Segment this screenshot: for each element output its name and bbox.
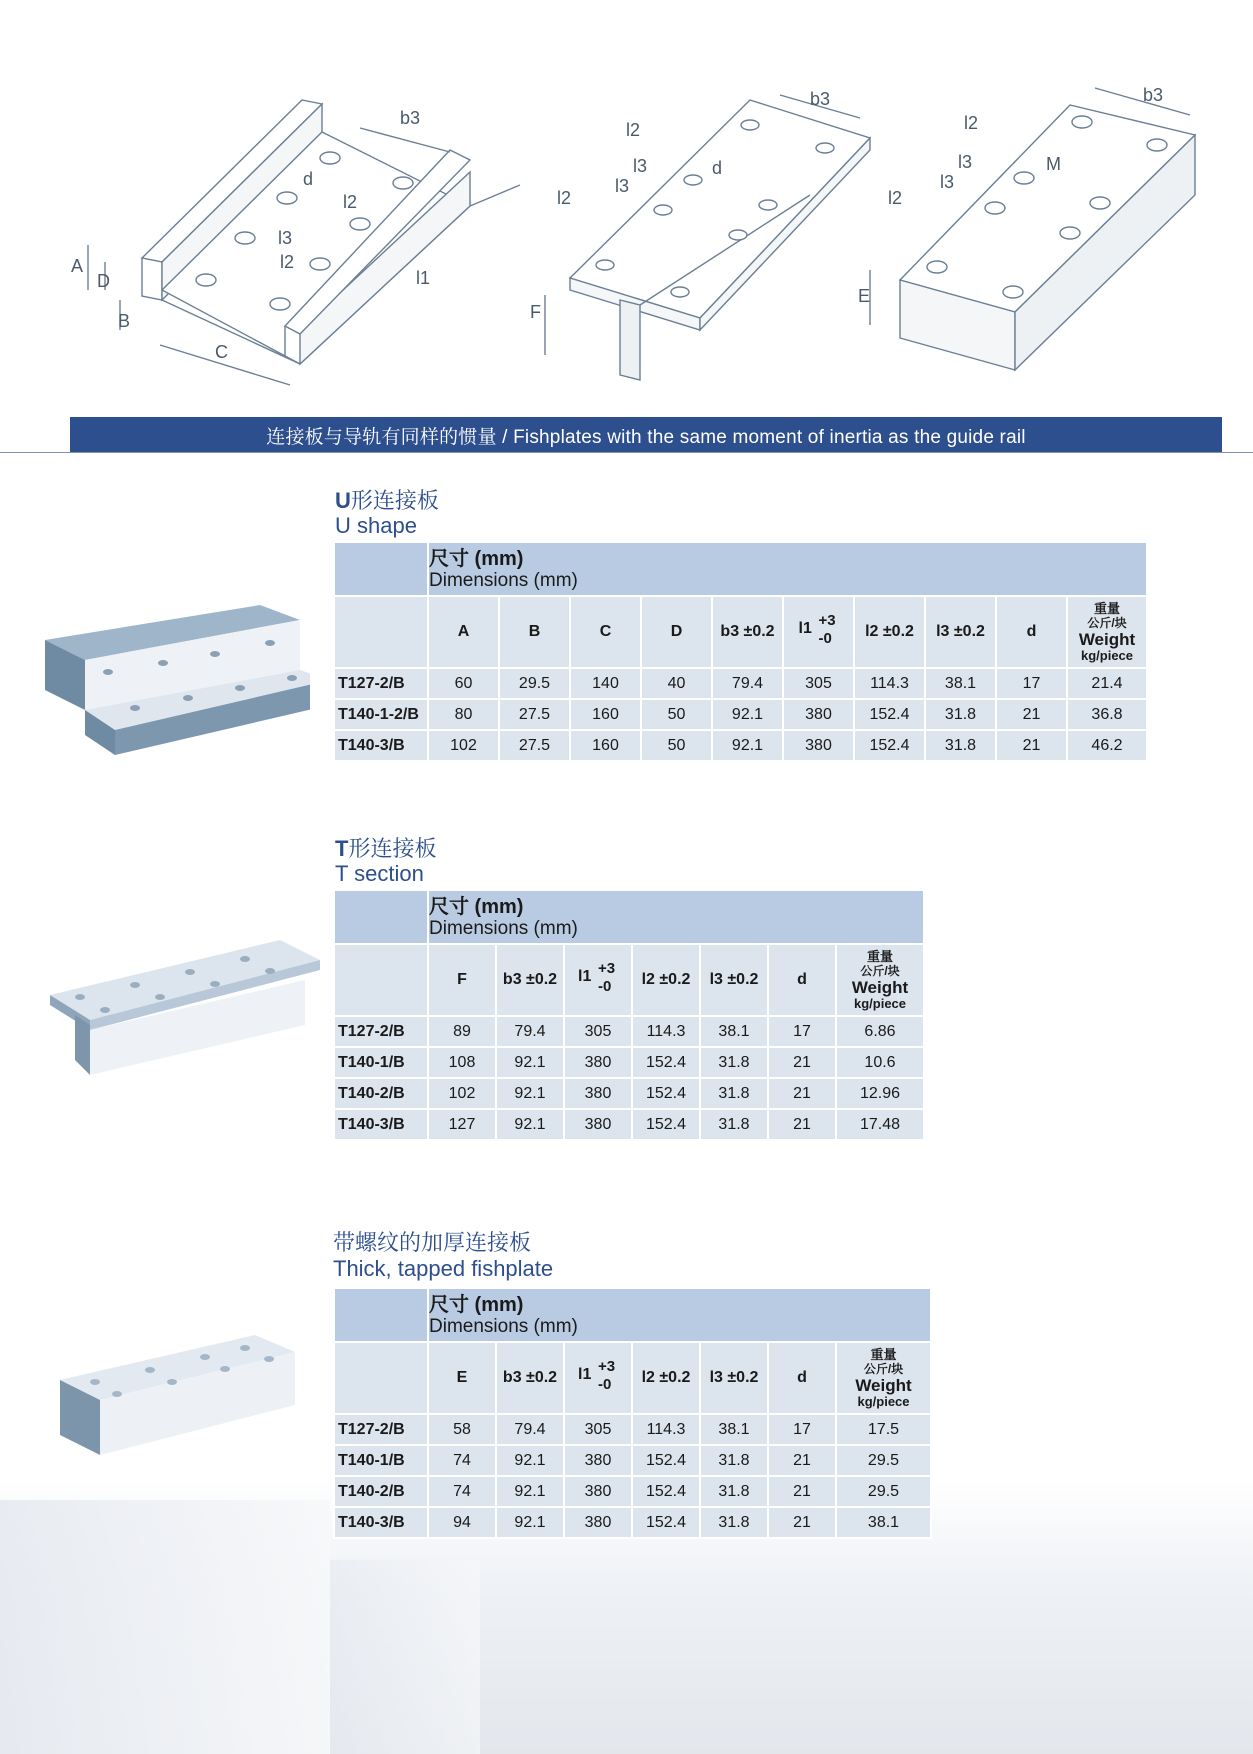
cell-model: T140-3/B xyxy=(335,731,427,760)
cell-b3: 92.1 xyxy=(713,731,782,760)
cell-E: 94 xyxy=(429,1508,495,1537)
cell-d: 17 xyxy=(769,1017,835,1046)
cell-l2: 152.4 xyxy=(633,1446,699,1475)
cell-b3: 92.1 xyxy=(497,1446,563,1475)
t-section-drawing xyxy=(545,100,870,380)
cell-b3: 92.1 xyxy=(497,1079,563,1108)
col-d: d xyxy=(769,1343,835,1413)
col-l1: +3 l1 -0 xyxy=(565,945,631,1015)
cell-l3: 38.1 xyxy=(701,1415,767,1444)
u-label-l2a: l2 xyxy=(343,192,358,212)
cell-l2: 114.3 xyxy=(633,1415,699,1444)
cell-F: 89 xyxy=(429,1017,495,1046)
k-label-E: E xyxy=(858,286,871,306)
cell-l3: 31.8 xyxy=(926,700,995,729)
cell-b3: 79.4 xyxy=(497,1415,563,1444)
cell-l2: 152.4 xyxy=(633,1048,699,1077)
cell-model: T140-3/B xyxy=(335,1508,427,1537)
t-label-l3a: l3 xyxy=(633,156,648,176)
cell-l3: 38.1 xyxy=(926,669,995,698)
u-label-B: B xyxy=(118,311,131,331)
cell-l3: 31.8 xyxy=(926,731,995,760)
table-row xyxy=(335,700,1146,729)
cell-w: 29.5 xyxy=(837,1446,930,1475)
cell-E: 74 xyxy=(429,1477,495,1506)
cell-model: T140-2/B xyxy=(335,1079,427,1108)
cell-l1: 380 xyxy=(565,1477,631,1506)
table-row xyxy=(335,1110,923,1139)
cell-d: 21 xyxy=(769,1079,835,1108)
cell-model: T127-2/B xyxy=(335,1415,427,1444)
col-b3: b3 ±0.2 xyxy=(713,597,782,667)
cell-w: 21.4 xyxy=(1068,669,1146,698)
cell-w: 17.5 xyxy=(837,1415,930,1444)
u-label-l2b: l2 xyxy=(280,252,295,272)
cell-C: 160 xyxy=(571,731,640,760)
cell-l2: 152.4 xyxy=(855,731,924,760)
cell-F: 127 xyxy=(429,1110,495,1139)
cell-l2: 152.4 xyxy=(855,700,924,729)
cell-F: 102 xyxy=(429,1079,495,1108)
banner-rule xyxy=(0,452,1253,453)
cell-F: 108 xyxy=(429,1048,495,1077)
cell-E: 74 xyxy=(429,1446,495,1475)
cell-l2: 114.3 xyxy=(855,669,924,698)
header-blank xyxy=(335,543,427,595)
t-label-b3: b3 xyxy=(810,89,831,109)
table-row xyxy=(335,669,1146,698)
col-A: A xyxy=(429,597,498,667)
cell-l1: 380 xyxy=(565,1110,631,1139)
cell-D: 40 xyxy=(642,669,711,698)
section-banner: 连接板与导轨有同样的惯量 / Fishplates with the same moment of inertia as the guide rail xyxy=(70,417,1222,453)
table-row xyxy=(335,731,1146,760)
dimensions-header: 尺寸 (mm) Dimensions (mm) xyxy=(429,543,1146,595)
col-l3: l3 ±0.2 xyxy=(926,597,995,667)
k-label-l2b: l2 xyxy=(888,188,903,208)
cell-l1: 380 xyxy=(565,1048,631,1077)
col-l1: +3 l1 -0 xyxy=(784,597,853,667)
cell-model: T140-3/B xyxy=(335,1110,427,1139)
cell-l2: 114.3 xyxy=(633,1017,699,1046)
t-title-cn: T形连接板 xyxy=(335,836,437,861)
cell-d: 21 xyxy=(997,700,1066,729)
t-label-l3b: l3 xyxy=(615,176,630,196)
table-row xyxy=(335,1017,923,1046)
cell-l3: 31.8 xyxy=(701,1048,767,1077)
cell-w: 17.48 xyxy=(837,1110,923,1139)
cell-d: 21 xyxy=(769,1477,835,1506)
background-column xyxy=(330,1560,480,1754)
cell-l2: 152.4 xyxy=(633,1079,699,1108)
model-col-header xyxy=(335,597,427,667)
background-column xyxy=(0,1500,330,1754)
cell-A: 102 xyxy=(429,731,498,760)
model-col-header xyxy=(335,945,427,1015)
u-label-A: A xyxy=(71,256,84,276)
cell-w: 6.86 xyxy=(837,1017,923,1046)
col-F: F xyxy=(429,945,495,1015)
header-blank xyxy=(335,891,427,943)
thick-plate-photo xyxy=(55,1330,305,1460)
cell-model: T140-1/B xyxy=(335,1048,427,1077)
cell-l2: 152.4 xyxy=(633,1477,699,1506)
cell-w: 46.2 xyxy=(1068,731,1146,760)
col-l3: l3 ±0.2 xyxy=(701,1343,767,1413)
cell-b3: 92.1 xyxy=(497,1110,563,1139)
dimensions-header: 尺寸 (mm) Dimensions (mm) xyxy=(429,1289,930,1341)
cell-d: 21 xyxy=(769,1110,835,1139)
cell-B: 27.5 xyxy=(500,731,569,760)
cell-l3: 31.8 xyxy=(701,1110,767,1139)
cell-model: T127-2/B xyxy=(335,1017,427,1046)
table-row xyxy=(335,1477,930,1506)
u-title-cn: U形连接板 xyxy=(335,488,439,513)
k-label-l2a: l2 xyxy=(964,113,979,133)
cell-D: 50 xyxy=(642,700,711,729)
col-C: C xyxy=(571,597,640,667)
t-label-F: F xyxy=(530,302,541,322)
cell-b3: 92.1 xyxy=(497,1508,563,1537)
cell-l3: 31.8 xyxy=(701,1508,767,1537)
cell-w: 29.5 xyxy=(837,1477,930,1506)
cell-E: 58 xyxy=(429,1415,495,1444)
col-l3: l3 ±0.2 xyxy=(701,945,767,1015)
col-B: B xyxy=(500,597,569,667)
cell-d: 17 xyxy=(997,669,1066,698)
col-l2: l2 ±0.2 xyxy=(633,1343,699,1413)
cell-l1: 380 xyxy=(565,1079,631,1108)
col-weight: 重量 公斤/块 Weight kg/piece xyxy=(837,945,923,1015)
u-label-b3: b3 xyxy=(400,108,421,128)
u-shape-photo xyxy=(30,570,310,760)
cell-C: 140 xyxy=(571,669,640,698)
cell-model: T140-2/B xyxy=(335,1477,427,1506)
cell-l1: 305 xyxy=(784,669,853,698)
cell-D: 50 xyxy=(642,731,711,760)
u-label-l3: l3 xyxy=(278,228,293,248)
k-label-l3a: l3 xyxy=(958,152,973,172)
u-label-C: C xyxy=(215,342,228,362)
cell-B: 29.5 xyxy=(500,669,569,698)
cell-d: 21 xyxy=(769,1048,835,1077)
cell-l1: 305 xyxy=(565,1415,631,1444)
t-title-en: T section xyxy=(335,861,424,886)
cell-d: 21 xyxy=(997,731,1066,760)
cell-l3: 38.1 xyxy=(701,1017,767,1046)
cell-l2: 152.4 xyxy=(633,1508,699,1537)
col-b3: b3 ±0.2 xyxy=(497,1343,563,1413)
cell-l3: 31.8 xyxy=(701,1079,767,1108)
cell-model: T140-1-2/B xyxy=(335,700,427,729)
cell-C: 160 xyxy=(571,700,640,729)
col-l1: +3 l1 -0 xyxy=(565,1343,631,1413)
cell-w: 36.8 xyxy=(1068,700,1146,729)
t-section-table xyxy=(333,889,925,1141)
technical-drawings xyxy=(0,0,1253,410)
col-D: D xyxy=(642,597,711,667)
cell-l3: 31.8 xyxy=(701,1477,767,1506)
thick-title-cn: 带螺纹的加厚连接板 xyxy=(333,1230,532,1255)
cell-A: 80 xyxy=(429,700,498,729)
cell-b3: 92.1 xyxy=(497,1477,563,1506)
t-label-d: d xyxy=(712,158,723,178)
cell-l1: 380 xyxy=(784,731,853,760)
cell-d: 21 xyxy=(769,1446,835,1475)
cell-l3: 31.8 xyxy=(701,1446,767,1475)
cell-d: 17 xyxy=(769,1415,835,1444)
t-label-l2a: l2 xyxy=(626,120,641,140)
cell-b3: 92.1 xyxy=(497,1048,563,1077)
cell-b3: 92.1 xyxy=(713,700,782,729)
cell-l1: 380 xyxy=(565,1508,631,1537)
col-weight: 重量 公斤/块 Weight kg/piece xyxy=(837,1343,930,1413)
thick-table xyxy=(333,1287,932,1539)
u-label-l1: l1 xyxy=(416,268,431,288)
cell-w: 10.6 xyxy=(837,1048,923,1077)
k-label-b3: b3 xyxy=(1143,85,1164,105)
cell-b3: 79.4 xyxy=(713,669,782,698)
cell-A: 60 xyxy=(429,669,498,698)
col-l2: l2 ±0.2 xyxy=(855,597,924,667)
dimensions-header: 尺寸 (mm) Dimensions (mm) xyxy=(429,891,923,943)
cell-l2: 152.4 xyxy=(633,1110,699,1139)
col-weight: 重量 公斤/块 Weight kg/piece xyxy=(1068,597,1146,667)
u-shape-table xyxy=(333,541,1148,762)
k-label-M: M xyxy=(1046,154,1061,174)
t-section-photo xyxy=(45,935,325,1085)
cell-w: 12.96 xyxy=(837,1079,923,1108)
header-blank xyxy=(335,1289,427,1341)
u-label-d: d xyxy=(303,169,314,189)
cell-b3: 79.4 xyxy=(497,1017,563,1046)
thick-title-en: Thick, tapped fishplate xyxy=(333,1256,554,1281)
u-title-en: U shape xyxy=(335,513,417,538)
table-row xyxy=(335,1508,930,1537)
u-shape-drawing xyxy=(142,100,470,364)
col-d: d xyxy=(997,597,1066,667)
cell-model: T140-1/B xyxy=(335,1446,427,1475)
col-l2: l2 ±0.2 xyxy=(633,945,699,1015)
t-label-l2b: l2 xyxy=(557,188,572,208)
table-row xyxy=(335,1048,923,1077)
table-row xyxy=(335,1415,930,1444)
cell-l1: 380 xyxy=(784,700,853,729)
table-row xyxy=(335,1446,930,1475)
col-E: E xyxy=(429,1343,495,1413)
cell-l1: 380 xyxy=(565,1446,631,1475)
cell-B: 27.5 xyxy=(500,700,569,729)
col-d: d xyxy=(769,945,835,1015)
table-row xyxy=(335,1079,923,1108)
cell-w: 38.1 xyxy=(837,1508,930,1537)
cell-l1: 305 xyxy=(565,1017,631,1046)
k-label-l3b: l3 xyxy=(940,172,955,192)
col-b3: b3 ±0.2 xyxy=(497,945,563,1015)
cell-d: 21 xyxy=(769,1508,835,1537)
model-col-header xyxy=(335,1343,427,1413)
cell-model: T127-2/B xyxy=(335,669,427,698)
u-label-D: D xyxy=(97,271,110,291)
